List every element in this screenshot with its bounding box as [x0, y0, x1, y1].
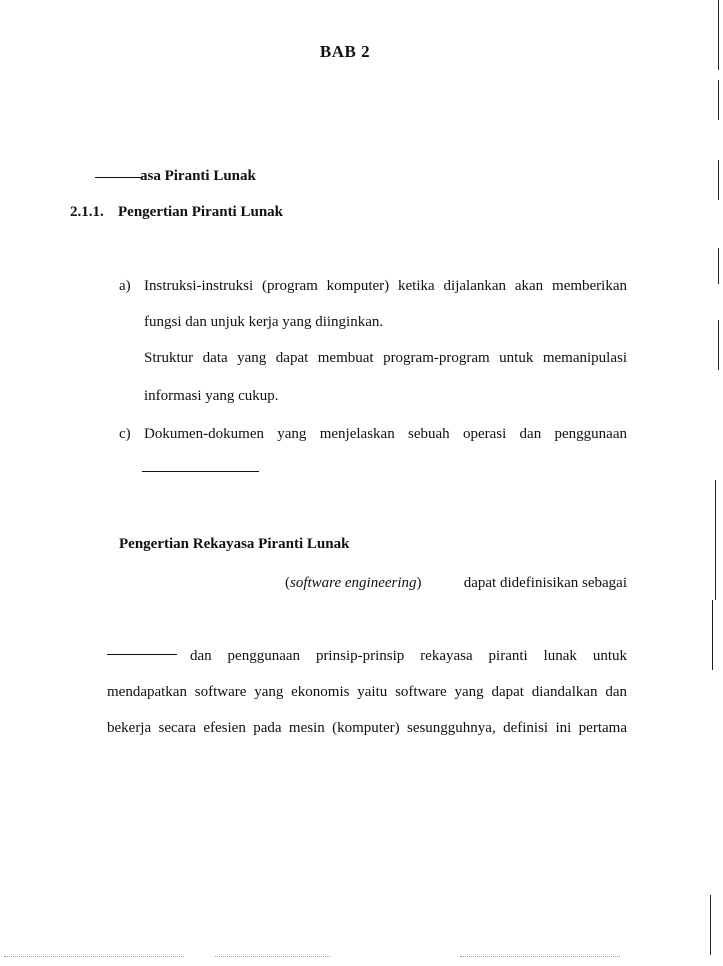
paragraph-line — [285, 575, 627, 592]
redaction-line — [95, 177, 141, 178]
section-heading-fragment: asa Piranti Lunak — [140, 168, 256, 184]
scan-edge-line — [718, 248, 719, 284]
subsection-title: Pengertian Rekayasa Piranti Lunak — [119, 536, 350, 552]
italic-term: software engineering — [290, 575, 417, 591]
open-paren: ( — [285, 575, 290, 591]
list-item-line: Struktur data yang dapat membuat program-program untuk memanipulasi — [144, 350, 627, 366]
scan-edge-line — [718, 320, 719, 370]
subsection-number: 2.1.1. — [70, 204, 104, 220]
list-item-marker: a) — [119, 278, 131, 294]
paragraph-line: dan penggunaan prinsip-prinsip rekayasa piranti lunak untuk — [190, 648, 627, 664]
scan-edge-line — [712, 600, 713, 670]
list-item-line: fungsi dan unjuk kerja yang diinginkan. — [144, 314, 384, 330]
paragraph-line: mendapatkan software yang ekonomis yaitu software yang dapat diandalkan dan — [107, 684, 627, 700]
list-item-line: Dokumen-dokumen yang menjelaskan sebuah operasi dan penggunaan — [144, 426, 627, 442]
scan-edge-line — [718, 80, 719, 120]
redaction-line — [107, 654, 177, 655]
redaction-line — [142, 471, 259, 472]
scan-noise — [4, 956, 184, 957]
scan-edge-line — [718, 160, 719, 200]
list-item-line: informasi yang cukup. — [144, 388, 279, 404]
chapter-title: BAB 2 — [319, 42, 371, 61]
scan-edge-line — [710, 895, 711, 955]
list-item-line: Instruksi-instruksi (program komputer) ketika dijalankan akan memberikan — [144, 278, 627, 294]
paragraph-intro-term — [285, 575, 422, 592]
scan-edge-line — [718, 0, 719, 70]
scan-noise — [460, 956, 620, 957]
close-paren: ) — [416, 575, 422, 591]
scan-edge-line — [715, 480, 716, 600]
subsection-title: Pengertian Piranti Lunak — [118, 204, 284, 220]
list-item-marker: c) — [119, 426, 131, 442]
paragraph-line: bekerja secara efesien pada mesin (komputer) sesungguhnya, definisi ini pertama — [107, 720, 627, 736]
scan-noise — [215, 956, 330, 957]
paragraph-intro-rest: dapat didefinisikan sebagai — [463, 575, 627, 591]
